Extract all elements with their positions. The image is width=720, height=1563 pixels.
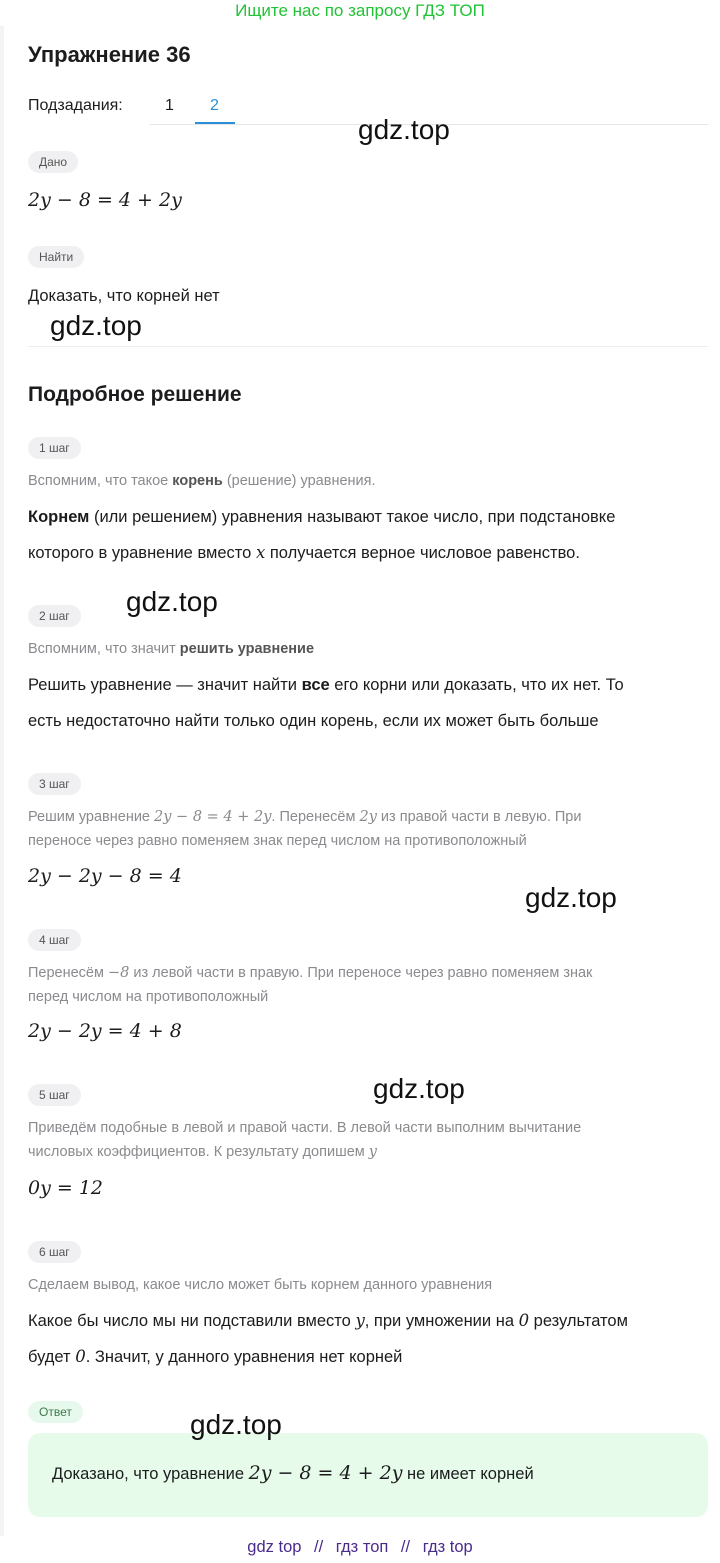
step-3-formula: 2y − 2y − 8 = 4	[28, 865, 182, 887]
step-4-formula: 2y − 2y = 4 + 8	[28, 1020, 182, 1042]
step-3-chip: 3 шаг	[28, 773, 81, 795]
solution-title: Подробное решение	[28, 383, 242, 406]
watermark: gdz.top	[358, 114, 450, 145]
watermark: gdz.top	[190, 1409, 282, 1440]
step-6-text: Какое бы число мы ни подставили вместо y, при умножении на 0 результатом будет 0. Значит, у данного уравнения нет корней	[28, 1311, 628, 1366]
section-divider	[28, 346, 708, 347]
page-title: Упражнение 36	[28, 42, 191, 67]
step-2-hint: Вспомним, что значит решить уравнение	[28, 641, 315, 657]
watermark: gdz.top	[373, 1073, 465, 1104]
step-1-text: Корнем (или решением) уравнения называют такое число, при подстановке которого в уравнение вместо x получается верное числовое равенство.	[28, 508, 616, 562]
step-5-formula: 0y = 12	[28, 1177, 103, 1199]
left-border	[0, 26, 4, 1536]
answer-chip: Ответ	[28, 1401, 83, 1423]
top-banner[interactable]: Ищите нас по запросу ГДЗ ТОП	[235, 1, 485, 20]
find-chip: Найти	[28, 246, 84, 268]
footer-link-1[interactable]: gdz top	[247, 1538, 302, 1556]
step-3-hint: Решим уравнение 2y − 8 = 4 + 2y. Перенесём 2y из правой части в левую. При переносе через равно поменяем знак перед числом на противоположный	[28, 809, 582, 849]
footer-link-3[interactable]: гдз top	[422, 1538, 473, 1556]
step-6-hint: Сделаем вывод, какое число может быть корнем данного уравнения	[28, 1277, 493, 1293]
subtasks-label: Подзадания:	[28, 97, 123, 114]
given-chip: Дано	[28, 151, 78, 173]
given-formula: 2y − 8 = 4 + 2y	[28, 189, 182, 211]
answer-text: Доказано, что уравнение 2y − 8 = 4 + 2y не имеет корней	[52, 1462, 534, 1484]
step-4-chip: 4 шаг	[28, 929, 81, 951]
step-4-hint: Перенесём −8 из левой части в правую. При переносе через равно поменяем знак перед числом на противоположный	[28, 965, 593, 1005]
step-1-hint: Вспомним, что такое корень (решение) уравнения.	[28, 473, 376, 489]
footer-separator: //	[400, 1538, 411, 1556]
step-6-chip: 6 шаг	[28, 1241, 81, 1263]
step-5-chip: 5 шаг	[28, 1084, 81, 1106]
footer-links	[0, 1538, 720, 1557]
footer-link-2[interactable]: гдз топ	[335, 1538, 389, 1556]
active-tab-indicator	[195, 122, 235, 124]
step-2-chip: 2 шаг	[28, 605, 81, 627]
step-5-hint: Приведём подобные в левой и правой части. В левой части выполним вычитание числовых коэффициентов. К результату допишем y	[28, 1120, 582, 1160]
subtask-tab-1[interactable]: 1	[165, 97, 174, 114]
watermark: gdz.top	[126, 586, 218, 617]
watermark: gdz.top	[50, 310, 142, 341]
subtask-tab-2[interactable]: 2	[210, 97, 219, 114]
find-text: Доказать, что корней нет	[28, 287, 220, 305]
watermark: gdz.top	[525, 882, 617, 913]
step-1-chip: 1 шаг	[28, 437, 81, 459]
step-2-text: Решить уравнение — значит найти все его корни или доказать, что их нет. То есть недостаточно найти только один корень, если их может быть больше	[28, 676, 624, 730]
footer-separator: //	[314, 1538, 324, 1556]
